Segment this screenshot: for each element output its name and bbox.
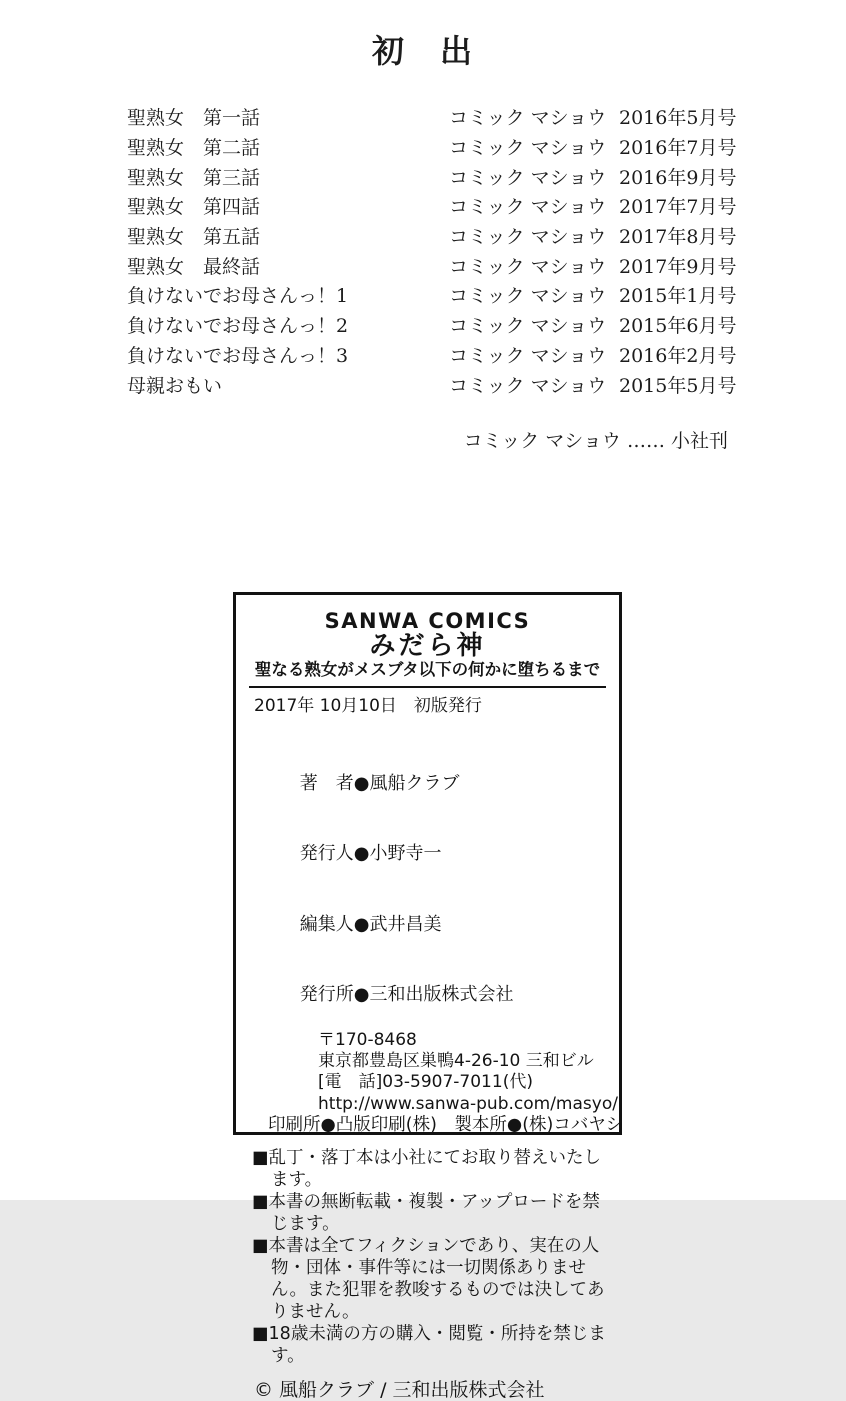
bullet-separator: ● xyxy=(353,772,370,794)
work-title: 負けないでお母さんっ！3 xyxy=(127,344,349,367)
colophon-box xyxy=(233,592,624,1401)
credit-role: 編集人 xyxy=(299,913,354,935)
work-title: 聖熟女 第二話 xyxy=(127,137,261,160)
imprint-label: SANWA COMICS xyxy=(324,609,531,633)
notice-text: 乱丁・落丁本は小社にてお取り替えいたします。 xyxy=(268,1147,602,1190)
publication-row xyxy=(127,250,737,280)
credit-row-publisher-person xyxy=(254,819,619,890)
issue-label: 2017年7月号 xyxy=(619,196,737,219)
credit-name: 風船クラブ xyxy=(369,772,460,794)
notice-text: 本書の無断転載・複製・アップロードを禁じます。 xyxy=(268,1191,600,1234)
magazine-name: コミック マショウ xyxy=(449,374,607,397)
publisher-note: コミック マショウ …… 小社刊 xyxy=(463,430,728,452)
issue-label: 2017年8月号 xyxy=(619,226,737,249)
work-title: 負けないでお母さんっ！1 xyxy=(127,285,349,308)
work-title: 負けないでお母さんっ！2 xyxy=(127,315,349,338)
address-line: 東京都豊島区巣鴨4-26-10 三和ビル xyxy=(318,1051,594,1072)
printing-line: 印刷所●凸版印刷(株) 製本所●(株)コバヤシ xyxy=(268,1114,624,1135)
magazine-name: コミック マショウ xyxy=(449,315,607,338)
publication-row xyxy=(127,369,737,399)
credits-list xyxy=(254,748,624,1136)
phone-line: [電 話]03-5907-7011(代) xyxy=(318,1072,533,1093)
notice-item xyxy=(252,1323,611,1367)
notice-item xyxy=(252,1191,611,1235)
magazine-name: コミック マショウ xyxy=(449,344,607,367)
publication-row xyxy=(127,310,737,340)
credit-role: 著 者 xyxy=(299,772,354,794)
bullet-separator: ● xyxy=(353,984,370,1005)
publication-row xyxy=(127,221,737,251)
credit-name: 武井昌美 xyxy=(369,913,442,935)
issue-label: 2015年6月号 xyxy=(619,315,737,338)
magazine-name: コミック マショウ xyxy=(449,285,607,308)
issue-label: 2016年5月号 xyxy=(619,107,737,130)
credit-name: 三和出版株式会社 xyxy=(369,984,514,1005)
work-title: 聖熟女 第五話 xyxy=(127,226,261,249)
credit-row-author xyxy=(254,748,619,819)
credit-name: 小野寺一 xyxy=(369,843,442,864)
work-title: 聖熟女 最終話 xyxy=(127,255,261,278)
copyright-line: © 風船クラブ / 三和出版株式会社 xyxy=(254,1378,545,1401)
book-subtitle: 聖なる熟女がメスブタ以下の何かに堕ちるまで xyxy=(249,659,606,688)
publication-row xyxy=(127,340,737,370)
bullet-separator: ● xyxy=(353,913,370,935)
work-title: 聖熟女 第一話 xyxy=(127,107,261,130)
credit-role: 発行人 xyxy=(299,843,354,864)
issue-label: 2016年9月号 xyxy=(619,166,737,189)
magazine-name: コミック マショウ xyxy=(449,226,607,249)
work-title: 聖熟女 第三話 xyxy=(127,166,261,189)
page-title: 初 出 xyxy=(371,32,474,70)
issue-label: 2017年9月号 xyxy=(619,255,737,278)
square-bullet-icon: ■ xyxy=(252,1147,269,1168)
publication-list xyxy=(127,102,737,399)
credit-row-publishing-house xyxy=(254,960,619,1031)
issue-label: 2016年2月号 xyxy=(619,344,737,367)
publication-row xyxy=(127,280,737,310)
website-url: http://www.sanwa-pub.com/masyo/ xyxy=(318,1093,618,1114)
bullet-separator: ● xyxy=(353,843,370,864)
credit-role: 発行所 xyxy=(299,984,354,1005)
issue-label: 2016年7月号 xyxy=(619,137,737,160)
magazine-name: コミック マショウ xyxy=(449,255,607,278)
work-title: 母親おもい xyxy=(127,374,223,397)
publication-row xyxy=(127,102,737,132)
square-bullet-icon: ■ xyxy=(252,1235,269,1256)
magazine-name: コミック マショウ xyxy=(449,137,607,160)
publication-row xyxy=(127,132,737,162)
magazine-name: コミック マショウ xyxy=(449,107,607,130)
credit-row-editor xyxy=(254,889,619,960)
publication-row xyxy=(127,161,737,191)
work-title: 聖熟女 第四話 xyxy=(127,196,261,219)
magazine-name: コミック マショウ xyxy=(449,196,607,219)
notices-list xyxy=(252,1147,611,1367)
notice-text: 18歳未満の方の購入・閲覧・所持を禁じます。 xyxy=(268,1323,606,1366)
notice-item xyxy=(252,1235,611,1323)
notice-text: 本書は全てフィクションであり、実在の人物・団体・事件等には一切関係ありません。また犯罪を教唆するものでは決してありません。 xyxy=(268,1235,605,1322)
publication-row xyxy=(127,191,737,221)
postal-code: 〒170-8468 xyxy=(318,1030,417,1050)
square-bullet-icon: ■ xyxy=(252,1191,269,1212)
notice-item xyxy=(252,1147,611,1191)
book-title: みだら神 xyxy=(369,631,486,661)
square-bullet-icon: ■ xyxy=(252,1323,269,1344)
issue-label: 2015年1月号 xyxy=(619,285,737,308)
issue-label: 2015年5月号 xyxy=(619,374,737,397)
edition-date: 2017年 10月10日 初版発行 xyxy=(254,696,482,716)
magazine-name: コミック マショウ xyxy=(449,166,607,189)
